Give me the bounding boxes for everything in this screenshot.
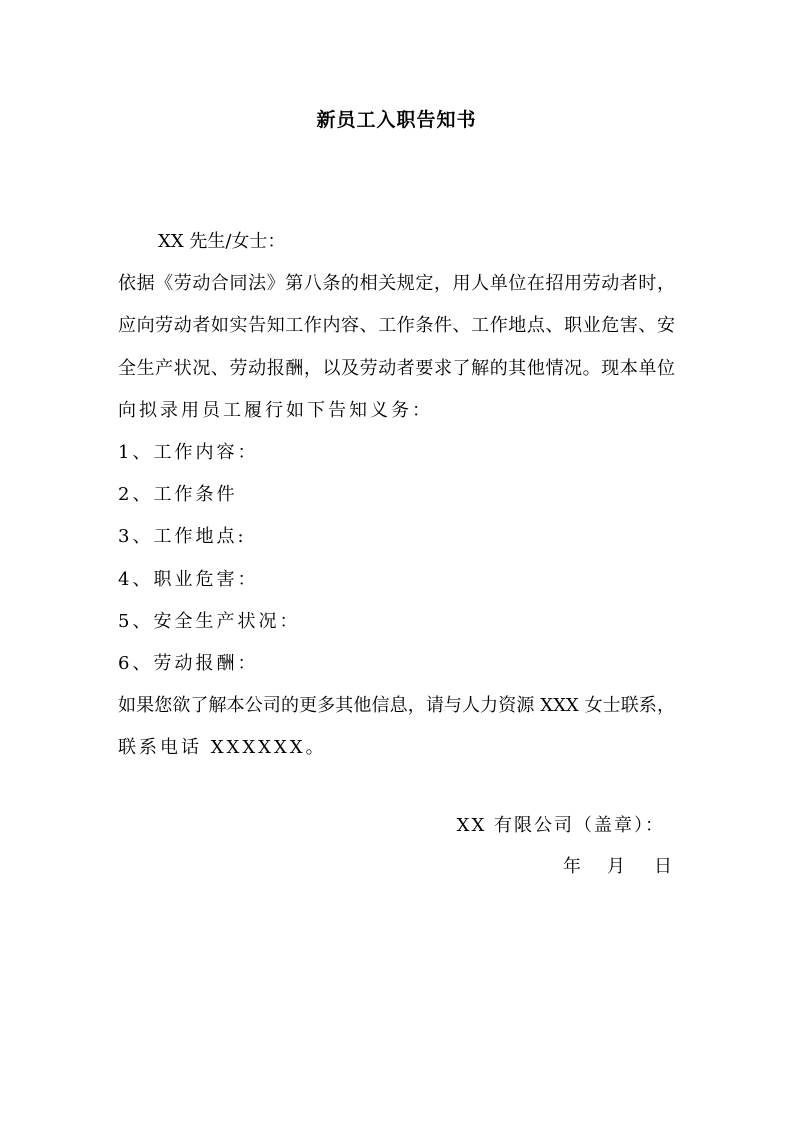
list-item-occupational-hazards: 4、职业危害： xyxy=(118,569,259,590)
list-item-safety-status: 5、安全生产状况： xyxy=(118,611,301,632)
list-item-work-content: 1、工作内容： xyxy=(118,442,259,463)
list-item-remuneration: 6、劳动报酬： xyxy=(118,653,259,674)
closing-line: 如果您欲了解本公司的更多其他信息，请与人力资源 XXX 女士联系， xyxy=(118,695,675,716)
intro-line: 应向劳动者如实告知工作内容、工作条件、工作地点、职业危害、安 xyxy=(118,315,675,336)
intro-line: 全生产状况、劳动报酬，以及劳动者要求了解的其他情况。现本单位 xyxy=(118,358,675,379)
closing-line: 联系电话 XXXXXX。 xyxy=(118,737,327,758)
intro-line: 依据《劳动合同法》第八条的相关规定，用人单位在招用劳动者时， xyxy=(118,273,675,294)
document-title: 新员工入职告知书 xyxy=(316,109,477,131)
list-item-work-location: 3、工作地点: xyxy=(118,526,247,547)
intro-line: 向拟录用员工履行如下告知义务： xyxy=(118,400,433,421)
signature-month: 月 xyxy=(607,856,625,877)
salutation: XX 先生/女士： xyxy=(158,231,286,252)
signature-day: 日 xyxy=(654,856,672,877)
signature-company: XX 有限公司（盖章）： xyxy=(456,815,665,836)
signature-year: 年 xyxy=(563,856,581,877)
list-item-work-conditions: 2、工作条件 xyxy=(118,484,238,505)
